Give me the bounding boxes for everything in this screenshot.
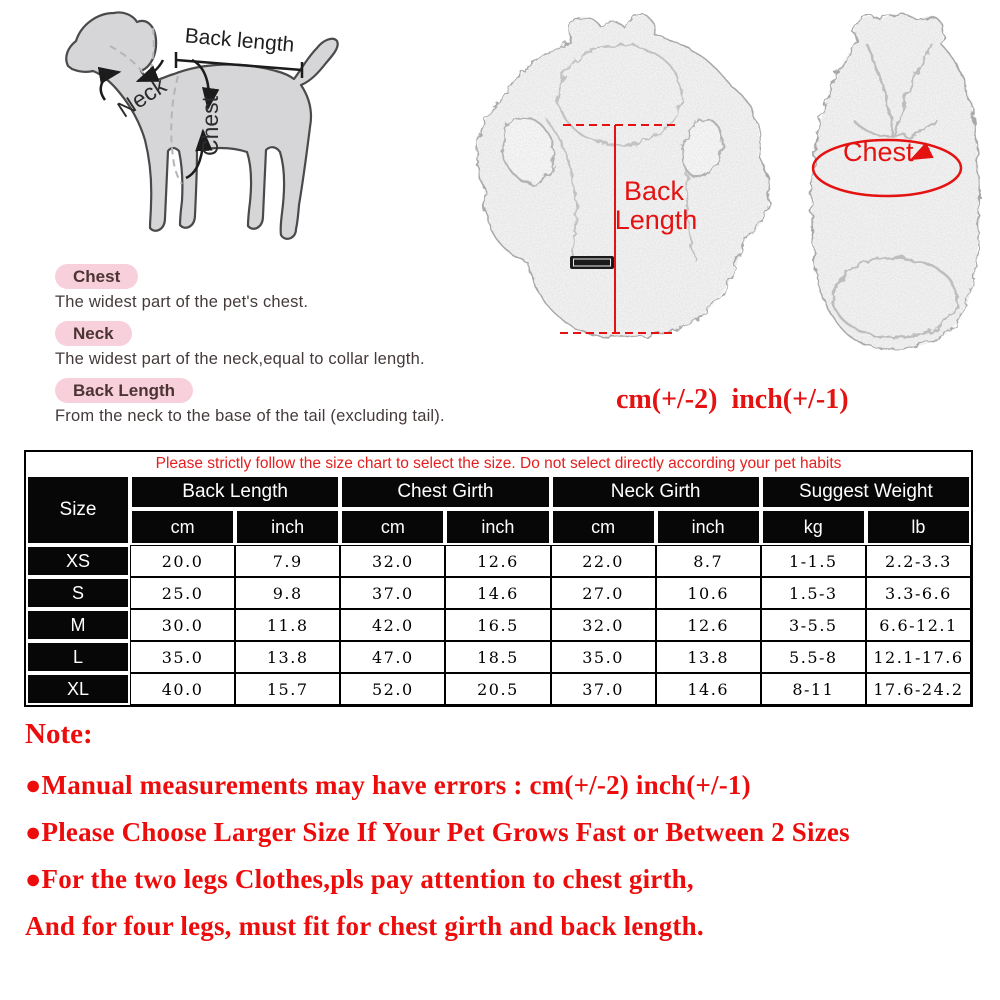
coat-front-view [795,2,1000,360]
note-line: ●Manual measurements may have errors : cm(+/-2) inch(+/-1) [25,770,751,800]
data-cell: 16.5 [445,609,550,641]
data-cell: 5.5-8 [761,641,866,673]
data-cell: 10.6 [656,577,761,609]
data-cell: 12.6 [656,609,761,641]
neck-girth-group-header: Neck Girth [551,475,761,509]
notes-section [25,719,975,958]
coat-back-view [452,0,800,345]
definition-chest [55,264,495,313]
definition-neck [55,321,495,370]
size-cell: XL [26,673,130,705]
measurement-definitions [55,264,495,435]
notice-row [26,452,971,475]
unit-header-row [26,509,971,545]
coat-back-length-label-line1: Back [623,176,685,206]
tolerance-note: cm(+/-2) inch(+/-1) [616,384,849,415]
data-cell: 32.0 [551,609,656,641]
size-cell: S [26,577,130,609]
back-length-group-header: Back Length [130,475,340,509]
data-cell: 13.8 [235,641,340,673]
unit-header: cm [340,509,445,545]
size-column-header: Size [26,475,130,545]
table-row [26,545,971,577]
size-cell: XS [26,545,130,577]
data-cell: 35.0 [551,641,656,673]
data-cell: 12.6 [445,545,550,577]
size-chart-notice: Please strictly follow the size chart to select the size. Do not select directly according your pet habits [155,454,842,472]
suggest-weight-group-header: Suggest Weight [761,475,971,509]
data-cell: 40.0 [130,673,235,705]
definition-back-length [55,378,495,427]
data-cell: 8-11 [761,673,866,705]
data-cell: 22.0 [551,545,656,577]
unit-header: inch [235,509,340,545]
data-cell: 15.7 [235,673,340,705]
table-row [26,609,971,641]
fur-texture [452,0,800,345]
unit-header: inch [445,509,550,545]
data-cell: 17.6-24.2 [866,673,971,705]
data-cell: 1.5-3 [761,577,866,609]
data-cell: 14.6 [656,673,761,705]
neck-label: Neck [112,72,171,123]
unit-header: inch [656,509,761,545]
data-cell: 12.1-17.6 [866,641,971,673]
data-cell: 52.0 [340,673,445,705]
data-cell: 14.6 [445,577,550,609]
chest-label: Chest [197,95,223,157]
note-title: Note: [25,718,93,750]
data-cell: 18.5 [445,641,550,673]
table-row [26,577,971,609]
size-cell: L [26,641,130,673]
back-length-term-pill: Back Length [55,378,193,403]
data-cell: 32.0 [340,545,445,577]
size-chart-table-wrap [24,450,973,707]
unit-header: cm [551,509,656,545]
group-header-row [26,475,971,509]
table-row [26,641,971,673]
data-cell: 47.0 [340,641,445,673]
unit-header: cm [130,509,235,545]
dog-measurement-diagram [50,0,360,265]
data-cell: 2.2-3.3 [866,545,971,577]
data-cell: 7.9 [235,545,340,577]
data-cell: 25.0 [130,577,235,609]
chest-term-pill: Chest [55,264,138,289]
size-chart-table [24,450,973,707]
unit-header: lb [866,509,971,545]
coat-back-length-label-line2: Length [614,205,698,235]
table-row [26,673,971,705]
data-cell: 9.8 [235,577,340,609]
neck-term-pill: Neck [55,321,132,346]
data-cell: 20.5 [445,673,550,705]
data-cell: 42.0 [340,609,445,641]
back-length-label: Back length [183,24,296,57]
data-cell: 3.3-6.6 [866,577,971,609]
note-line: And for four legs, must fit for chest girth and back length. [25,911,704,941]
fur-texture [795,2,1000,360]
vest-chest-label: Chest [843,137,914,167]
data-cell: 6.6-12.1 [866,609,971,641]
data-cell: 27.0 [551,577,656,609]
data-cell: 11.8 [235,609,340,641]
data-cell: 8.7 [656,545,761,577]
data-cell: 37.0 [340,577,445,609]
data-cell: 37.0 [551,673,656,705]
neck-definition-text: The widest part of the neck,equal to collar length. [55,350,425,368]
data-cell: 30.0 [130,609,235,641]
chest-definition-text: The widest part of the pet's chest. [55,293,309,311]
chest-girth-group-header: Chest Girth [340,475,550,509]
size-cell: M [26,609,130,641]
unit-header: kg [761,509,866,545]
note-line: ●Please Choose Larger Size If Your Pet Grows Fast or Between 2 Sizes [25,817,850,847]
brand-tag [570,256,614,269]
data-cell: 35.0 [130,641,235,673]
back-length-definition-text: From the neck to the base of the tail (excluding tail). [55,407,445,425]
note-line: ●For the two legs Clothes,pls pay attention to chest girth, [25,864,694,894]
data-cell: 3-5.5 [761,609,866,641]
data-cell: 13.8 [656,641,761,673]
data-cell: 20.0 [130,545,235,577]
data-cell: 1-1.5 [761,545,866,577]
